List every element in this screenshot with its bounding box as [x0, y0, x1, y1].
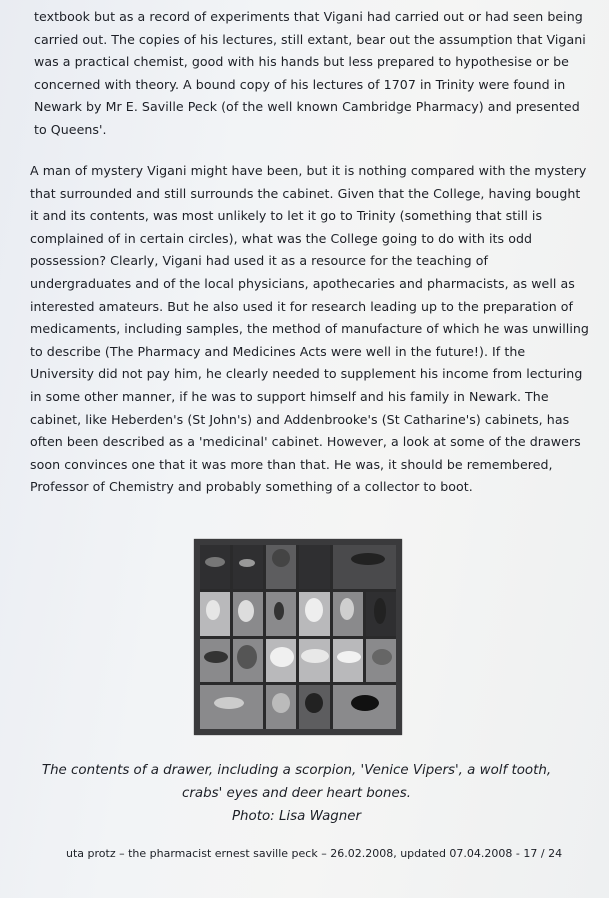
- figure-caption-line: The contents of a drawer, including a scorpion, 'Venice Vipers', a wolf tooth,: [41, 763, 552, 778]
- drawer-photo: [194, 539, 402, 735]
- text-line: concerned with theory. A bound copy of his lectures of 1707 in Trinity were found in: [34, 76, 566, 92]
- compartment: [299, 685, 329, 729]
- text-line: University did not pay him, he clearly needed to supplement his income from lecturing: [30, 366, 583, 382]
- text-line: often been described as a 'medicinal' cabinet. However, a look at some of the drawers: [30, 434, 581, 450]
- text-line: soon convinces one that it was more than that. He was, it should be remembered,: [30, 456, 553, 472]
- text-line: was a practical chemist, good with his hands but less prepared to hypothesise or be: [34, 54, 569, 70]
- compartment: [366, 639, 396, 683]
- page-footer: uta protz – the pharmacist ernest saville peck – 26.02.2008, updated 07.04.2008 - 17 / 24: [66, 847, 563, 860]
- drawer-compartments: [200, 545, 396, 729]
- paragraph-vigani-lectures: [34, 6, 586, 142]
- compartment: [333, 545, 396, 589]
- text-line: it and its contents, was most unlikely to let it go to Trinity (something that still is: [30, 208, 543, 224]
- text-line: to Queens'.: [34, 121, 107, 137]
- compartment: [266, 639, 296, 683]
- compartment: [299, 639, 329, 683]
- compartment: [266, 685, 296, 729]
- compartment: [200, 639, 230, 683]
- text-line: Professor of Chemistry and probably something of a collector to boot.: [30, 479, 473, 495]
- compartment: [333, 639, 363, 683]
- compartment: [299, 545, 329, 589]
- compartment: [266, 592, 296, 636]
- compartment: [333, 592, 363, 636]
- text-line: carried out. The copies of his lectures, still extant, bear out the assumption that Vigani: [34, 31, 586, 47]
- text-line: textbook but as a record of experiments that Vigani had carried out or had seen being: [34, 9, 583, 24]
- compartment: [266, 545, 296, 589]
- compartment: [366, 592, 396, 636]
- text-line: possession? Clearly, Vigani had used it as a resource for the teaching of: [30, 253, 488, 269]
- text-line: to describe (The Pharmacy and Medicines Acts were well in the future!). If the: [30, 343, 526, 359]
- compartment: [233, 639, 263, 683]
- text-line: interested amateurs. But he also used it for research leading up to the preparation of: [30, 298, 574, 314]
- paragraph-cabinet-mystery: [30, 160, 589, 499]
- compartment: [299, 592, 329, 636]
- compartment: [333, 685, 396, 729]
- text-line: cabinet, like Heberden's (St John's) and Addenbrooke's (St Catharine's) cabinets, has: [30, 411, 570, 427]
- compartment: [200, 685, 263, 729]
- text-line: complained of in certain circles), what was the College going to do with its odd: [30, 230, 533, 246]
- text-line: Newark by Mr E. Saville Peck (of the well known Cambridge Pharmacy) and presented: [34, 99, 580, 115]
- figure-caption-line: crabs' eyes and deer heart bones.: [182, 786, 411, 801]
- compartment: [200, 592, 230, 636]
- compartment: [200, 545, 230, 589]
- text-line: that surrounded and still surrounds the cabinet. Given that the College, having bought: [30, 185, 581, 201]
- text-line: in some other manner, if he was to support himself and his family in Newark. The: [30, 388, 549, 404]
- compartment: [233, 545, 263, 589]
- photo-credit: Photo: Lisa Wagner: [231, 809, 362, 824]
- compartment: [233, 592, 263, 636]
- text-line: medicaments, including samples, the method of manufacture of which he was unwilling: [30, 321, 589, 337]
- text-line: A man of mystery Vigani might have been, but it is nothing compared with the mystery: [30, 163, 587, 178]
- text-line: undergraduates and of the local physicians, apothecaries and pharmacists, as well as: [30, 275, 575, 291]
